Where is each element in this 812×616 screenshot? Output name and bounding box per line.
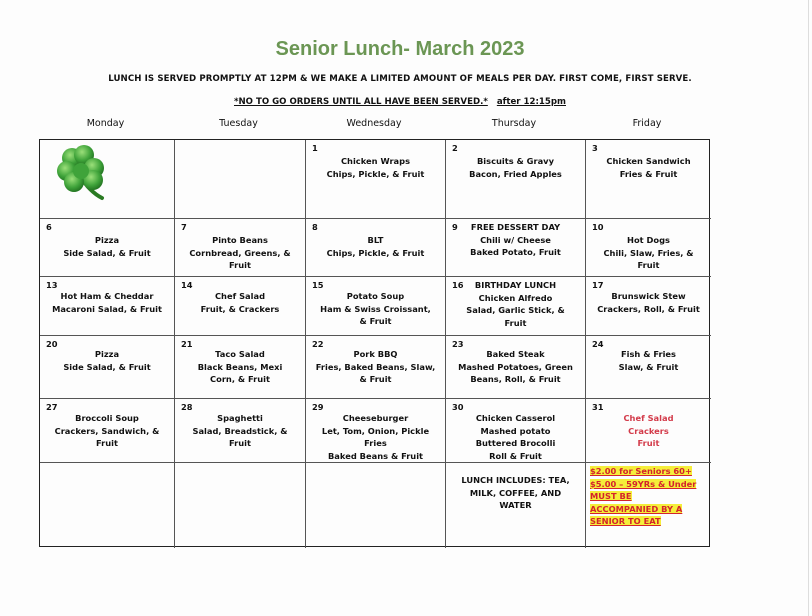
menu-line: Macaroni Salad, & Fruit [52,303,162,314]
menu-items [181,290,299,315]
day-cell-tuesday [175,399,306,463]
menu-line: Fruit, & Crackers [200,303,280,314]
date-number: 27 [46,402,58,412]
menu-items [46,234,168,259]
menu-line: Side Salad, & Fruit [63,361,151,372]
menu-line: Chicken Wraps [340,156,411,166]
date-number: 15 [312,280,324,290]
includes-line: LUNCH INCLUDES: TEA, [461,475,570,485]
menu-items [452,348,579,386]
menu-line: Baked Steak [486,349,545,359]
menu-line: Chicken Casserol [475,413,556,423]
menu-line: Chips, Pickle, & Fruit [326,168,425,179]
menu-line: Brunswick Stew [611,291,686,301]
menu-line: Fries & Fruit [619,168,678,179]
menu-line: Fish & Fries [620,349,676,359]
menu-line: Potato Soup [346,291,405,301]
calendar-grid [39,139,710,547]
date-number: 23 [452,339,464,349]
menu-line: Biscuits & Gravy [476,156,554,166]
day-cell-thursday [446,277,586,336]
date-number: 10 [592,222,604,232]
menu-items [312,155,439,180]
menu-line: FREE DESSERT DAY [470,222,561,232]
menu-items [312,348,439,386]
day-cell-wednesday [306,219,446,277]
menu-line: Ham & Swiss Croissant, [320,303,431,314]
menu-items [592,412,705,450]
day-label-friday: Friday [632,118,662,129]
menu-line: Crackers, Sandwich, & [54,425,160,436]
day-cell-wednesday [306,140,446,219]
page-edge [808,0,809,616]
menu-line: Mashed Potatoes, Green [458,361,573,372]
menu-line: Chicken Sandwich [606,156,691,166]
price-line: $2.00 for Seniors 60+ [590,466,692,476]
footer-cell [586,463,711,548]
day-cell-friday [586,277,711,336]
day-label-wednesday: Wednesday [346,118,402,129]
menu-line: BIRTHDAY LUNCH [474,280,557,290]
shamrock-icon [50,144,112,204]
day-cell-friday [586,140,711,219]
menu-line: Fries [364,438,387,448]
date-number: 9 [452,222,458,232]
menu-line: Black Beans, Mexi [197,361,283,372]
day-label-thursday: Thursday [491,118,537,129]
menu-line: Fruit [96,438,118,448]
menu-items [312,290,439,328]
menu-line: Side Salad, & Fruit [63,247,151,258]
menu-line: Hot Dogs [627,235,670,245]
footer-cell [175,463,306,548]
menu-line: Salad, Garlic Stick, & [466,305,565,315]
menu-line: Buttered Brocolli [475,438,556,448]
menu-line: Cheeseburger [342,413,409,423]
menu-line: Corn, & Fruit [210,374,270,384]
day-cell-tuesday [175,277,306,336]
lunch-includes-note [452,474,579,512]
page-title: Senior Lunch- March 2023 [275,38,525,60]
price-line: MUST BE [590,491,632,502]
footer-cell [40,463,175,548]
date-number: 22 [312,339,324,349]
menu-line: Let, Tom, Onion, Pickle [321,425,430,436]
day-cell-tuesday [175,140,306,219]
date-number: 30 [452,402,464,412]
date-number: 16 [452,280,464,290]
date-number: 1 [312,143,318,153]
menu-line: Chicken Alfredo [478,292,553,303]
menu-items [312,234,439,259]
date-number: 31 [592,402,604,412]
menu-items [46,348,168,373]
day-cell-friday [586,219,711,277]
menu-line: Cornbread, Greens, & [189,247,291,258]
date-number: 24 [592,339,604,349]
menu-line: Chef Salad [214,291,266,301]
menu-line: Salad, Breadstick, & [192,425,288,436]
menu-line: Fruit [504,317,527,328]
date-number: 28 [181,402,193,412]
to-go-rule: *NO TO GO ORDERS UNTIL ALL HAVE BEEN SERVED.* [233,97,488,107]
includes-line: WATER [499,500,532,510]
day-cell-friday [586,399,711,463]
day-cell-monday [40,336,175,399]
menu-line: Crackers, Roll, & Fruit [597,303,700,314]
menu-line: Chili, Slaw, Fries, & [603,247,694,258]
day-cell-thursday [446,399,586,463]
date-number: 20 [46,339,58,349]
to-go-time: after 12:15pm [496,97,566,107]
menu-line: Hot Ham & Cheddar [60,291,154,301]
date-number: 8 [312,222,318,232]
date-number: 13 [46,280,58,290]
date-number: 7 [181,222,187,232]
menu-line: Fruit [637,438,660,448]
menu-line: Bacon, Fried Apples [469,168,562,179]
day-cell-wednesday [306,336,446,399]
day-cell-tuesday [175,336,306,399]
day-cell-thursday [446,219,586,277]
menu-line: Fries, Baked Beans, Slaw, [315,361,436,372]
footer-cell [446,463,586,548]
date-number: 6 [46,222,52,232]
menu-line: Crackers [628,425,669,436]
date-number: 29 [312,402,324,412]
serving-notice: LUNCH IS SERVED PROMPTLY AT 12PM & WE MAKE A LIMITED AMOUNT OF MEALS PER DAY. FIRST COME, FIRST SERVE. [108,74,692,84]
menu-line: Chips, Pickle, & Fruit [326,247,425,258]
day-cell-monday [40,219,175,277]
menu-line: BLT [367,235,384,245]
menu-items [452,412,579,462]
menu-line: Pizza [94,235,120,245]
menu-items [452,279,579,329]
day-cell-monday [40,399,175,463]
menu-items [592,348,705,373]
day-cell-monday [40,140,175,219]
menu-line: Baked Beans & Fruit [327,450,424,461]
menu-items [452,155,579,180]
menu-items [312,412,439,462]
day-cell-friday [586,336,711,399]
menu-line: Pinto Beans [212,235,268,245]
menu-items [181,234,299,272]
menu-line: Pork BBQ [353,349,398,359]
day-cell-thursday [446,140,586,219]
menu-line: Fruit [229,260,251,270]
day-cell-wednesday [306,399,446,463]
menu-items [592,290,705,315]
menu-line: Fruit [637,260,660,270]
date-number: 21 [181,339,193,349]
menu-items [46,290,168,315]
menu-line: Beans, Roll, & Fruit [470,374,561,384]
menu-items [181,348,299,386]
menu-line: Broccoli Soup [75,413,139,423]
footer-cell [306,463,446,548]
day-cell-monday [40,277,175,336]
menu-items [592,234,705,272]
menu-line: Fruit [229,438,251,448]
menu-line: Roll & Fruit [489,450,542,461]
menu-items [592,155,705,180]
date-number: 17 [592,280,604,290]
menu-items [46,412,168,450]
menu-line: & Fruit [359,374,392,384]
price-line: $5.00 – 59YRs & Under [590,478,697,489]
date-number: 3 [592,143,598,153]
date-number: 2 [452,143,458,153]
day-label-monday: Monday [86,118,125,129]
day-cell-wednesday [306,277,446,336]
weekday-header [38,118,710,132]
includes-line: MILK, COFFEE, AND [469,487,562,498]
pricing-note [590,465,718,528]
date-number: 14 [181,280,193,290]
menu-line: Chili w/ Cheese [480,234,551,245]
day-cell-tuesday [175,219,306,277]
menu-line: Spaghetti [217,413,263,423]
menu-line: Slaw, & Fruit [618,361,679,372]
menu-items [181,412,299,450]
menu-line: Mashed potato [480,425,551,436]
menu-line: Baked Potato, Fruit [470,247,561,257]
menu-line: Chef Salad [623,413,674,423]
menu-line: & Fruit [359,316,392,326]
menu-items [452,221,579,259]
day-cell-thursday [446,336,586,399]
price-line: ACCOMPANIED BY A [590,503,683,514]
day-label-tuesday: Tuesday [219,118,258,129]
menu-line: Taco Salad [215,349,265,359]
to-go-notice [0,97,800,107]
menu-line: Pizza [94,349,120,359]
price-line: SENIOR TO EAT [590,516,661,527]
